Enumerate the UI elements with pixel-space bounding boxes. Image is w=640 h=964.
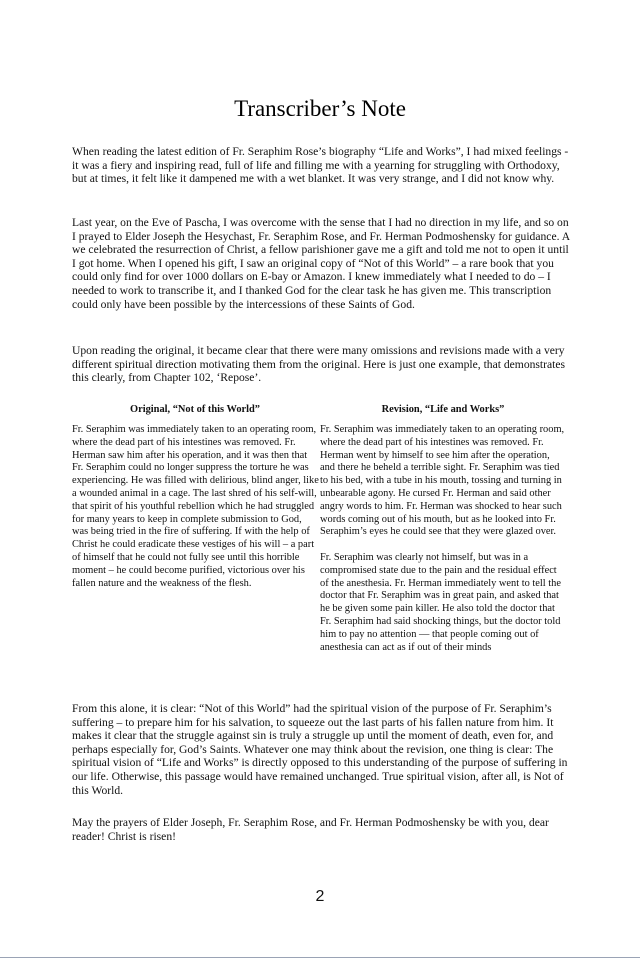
conclusion-paragraph: From this alone, it is clear: “Not of this World” had the spiritual vision of the purpose of Fr. Seraphim’s suffering – to prepare him for his salvation, to squeeze out the last parts of his fallen nature from him. It makes it clear that the struggle against sin is truly a struggle up until the moment of death, even for, and perhaps especially for, God’s Saints. Whatever one may think about the revision, one thing is clear: The spiritual vision of “Life and Works” is directly opposed to this understanding of the purpose of suffering in our life. Otherwise, this passage would have remained unchanged. True spiritual vision, after all, is Not of this World.: [72, 702, 568, 797]
page-title: Transcriber’s Note: [234, 96, 406, 121]
pascha-paragraph: Last year, on the Eve of Pascha, I was overcome with the sense that I had no direction in my life, and so on I prayed to Elder Joseph the Hesychast, Fr. Seraphim Rose, and Fr. Herman Podmoshensky for guidance. A we celebrated the resurrection of Christ, a fellow parishioner gave me a gift and told me not to open it until I got home. When I opened his gift, I saw an original copy of “Not of this World” – a rare book that you could only find for over 1000 dollars on E-bay or Amazon. I knew immediately what I needed to do – I needed to work to transcribe it, and I thanked God for the clear task he has given me. This transcription could only have been possible by the intercessions of these Saints of God.: [72, 216, 570, 311]
original-paragraph: Upon reading the original, it became clear that there were many omissions and revisions made with a very different spiritual direction motivating them from the original. Here is just one example, that demonstrates this clearly, from Chapter 102, ‘Repose’.: [72, 344, 566, 385]
right-column: [320, 424, 566, 667]
intro-paragraph: When reading the latest edition of Fr. Seraphim Rose’s biography “Life and Works”, I had mixed feelings - it was a fiery and inspiring read, full of life and filling me with a yearning for struggling with Orthodoxy, but at times, it felt like it dampened me with a wet blanket. It was very strange, and I did not know why.: [72, 145, 569, 186]
right-column-heading: Revision, “Life and Works”: [381, 404, 505, 415]
page-number: 2: [315, 888, 325, 905]
page-divider: [0, 957, 640, 958]
left-column-heading: Original, “Not of this World”: [130, 404, 260, 415]
revision-text-1: Fr. Seraphim was immediately taken to an operating room, where the dead part of his intestines was removed. Fr. Herman went by himself to see him after the operation, and there he beheld a terrible sight. Fr. Seraphim was tied to his bed, with a tube in his mouth, tossing and turning in unbearable agony. He cursed Fr. Herman and said other angry words to him. Fr. Herman was shocked to hear such words coming out of his mouth, but as he looked into Fr. Seraphim’s eyes he could see that they were glazed over.: [320, 424, 565, 538]
revision-text-2: Fr. Seraphim was clearly not himself, but was in a compromised state due to the pain and the residual effect of the anesthesia. Fr. Herman immediately went to tell the doctor that Fr. Seraphim was in great pain, and asked that he be given some pain killer. He also told the doctor that Fr. Seraphim had said shocking things, but the doctor told him to pay no attention — that people coming out of anesthesia can act as if out of their minds: [320, 551, 561, 653]
closing-paragraph: May the prayers of Elder Joseph, Fr. Seraphim Rose, and Fr. Herman Podmoshensky be with you, dear reader! Christ is risen!: [72, 816, 549, 843]
original-text: Fr. Seraphim was immediately taken to an operating room, where the dead part of his intestines was removed. Fr. Herman saw him after his operation, and it was then that Fr. Seraphim could no longer suppress the torture he was experiencing. He was filled with delirious, blind anger, like a wounded animal in a cage. The last shred of his self-will, that spirit of his youthful rebellion which he had struggled for many years to keep in complete submission to God, was being tried in the fire of suffering. If with the help of Christ he could eradicate these vestiges of his will – a part of himself that he could not fully see until this horrible moment – he could become purified, victorious over his fallen nature and the weakness of the flesh.: [72, 424, 319, 589]
left-column: [72, 424, 319, 603]
